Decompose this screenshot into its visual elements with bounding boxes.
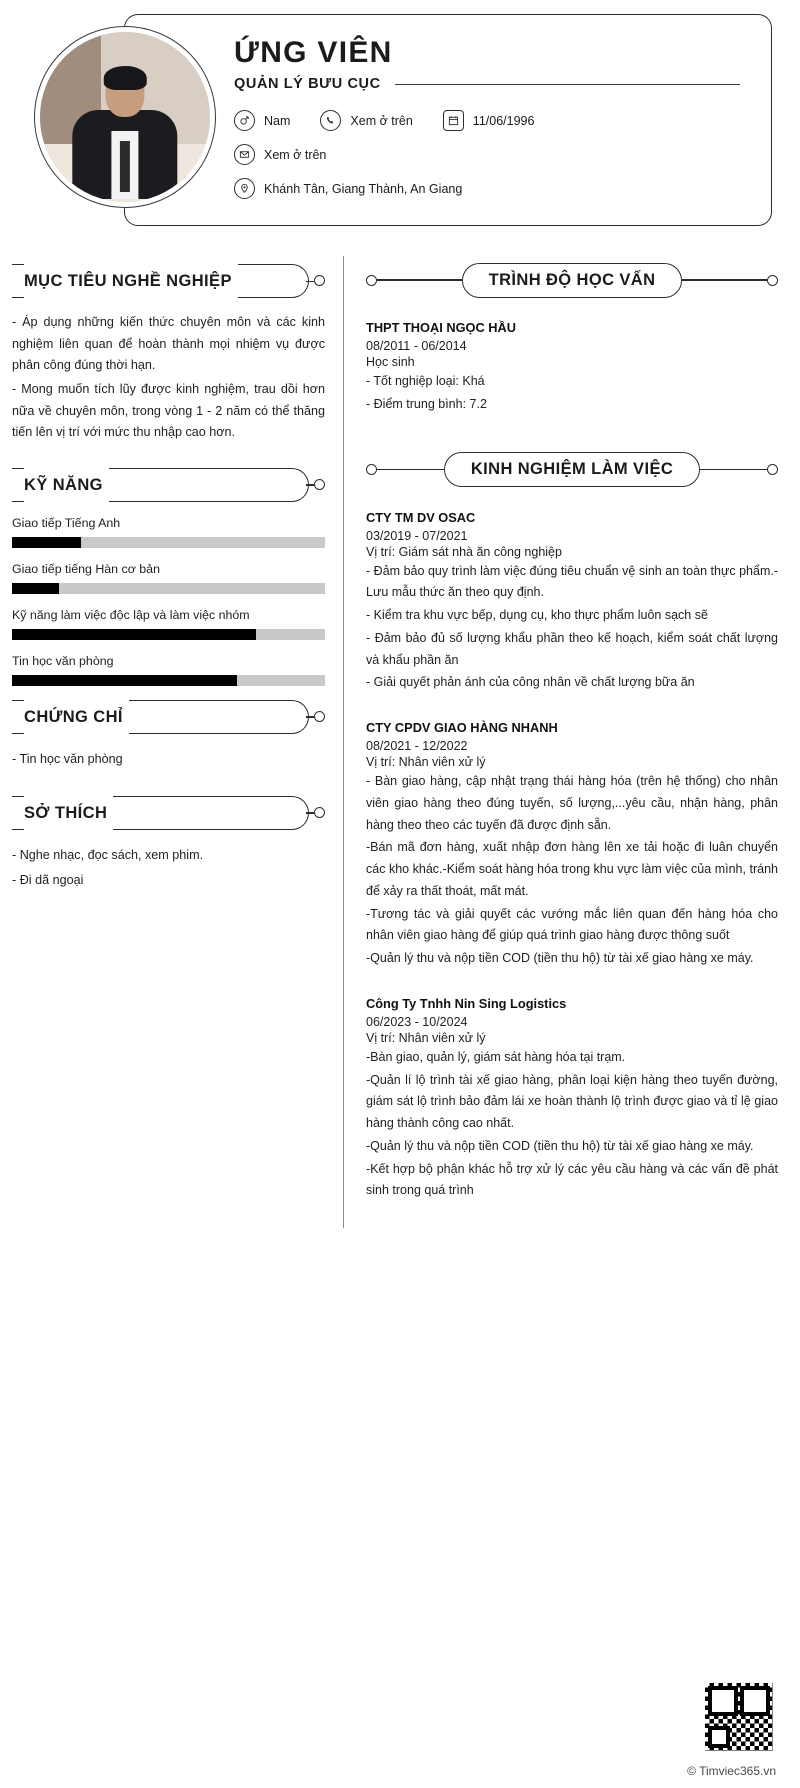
contact-info bbox=[234, 110, 754, 199]
company-date: 06/2023 - 10/2024 bbox=[366, 1014, 468, 1029]
location-icon bbox=[234, 178, 255, 199]
company-date: 08/2021 - 12/2022 bbox=[366, 739, 468, 753]
hobbies-heading: SỞ THÍCH bbox=[24, 796, 113, 830]
section-heading-objective bbox=[12, 264, 325, 298]
page-footer bbox=[0, 1668, 800, 1788]
detail-line: -Tương tác và giải quyết các vướng mắc liên quan đến hàng hóa cho nhân viên giao hàng để giúp quá trình giao hàng được thông suốt bbox=[366, 906, 778, 943]
company-role: Vị trí: Nhân viên xử lý bbox=[366, 1030, 486, 1045]
title-divider bbox=[395, 84, 740, 85]
avatar-photo bbox=[40, 32, 210, 202]
experience-entry bbox=[366, 510, 778, 695]
skill-item bbox=[12, 516, 325, 548]
resume-page bbox=[0, 14, 800, 1788]
education-heading: TRÌNH ĐỘ HỌC VẤN bbox=[462, 263, 683, 298]
contact-email-label: Xem ở trên bbox=[264, 147, 327, 162]
skills-list bbox=[12, 516, 325, 686]
contact-gender-label: Nam bbox=[264, 113, 291, 128]
company-date: 03/2019 - 07/2021 bbox=[366, 528, 468, 543]
detail-line: -Bàn giao, quản lý, giám sát hàng hóa tại trạm. bbox=[366, 1049, 626, 1064]
avatar bbox=[34, 26, 216, 208]
detail-line: -Bán mã đơn hàng, xuất nhập đơn hàng lên xe tải hoặc đi luân chuyển các kho khác.-Kiểm soát hàng hóa trong khu vực làm việc của mình, tránh để xảy ra thất thoát, mất mát. bbox=[366, 840, 778, 898]
company-details bbox=[366, 561, 778, 695]
hobbies-list bbox=[12, 844, 325, 893]
detail-line: - Bàn giao hàng, cập nhật trạng thái hàng hóa (trên hệ thống) cho nhân viên giao hàng theo đúng tuyến, số lượng,...yêu cầu, nhận hàng, phân hàng theo theo các tuyến đã được định sẵn. bbox=[366, 774, 778, 832]
objective-heading: MỤC TIÊU NGHỀ NGHIỆP bbox=[24, 264, 238, 298]
contact-birthday-label: 11/06/1996 bbox=[472, 113, 535, 128]
candidate-name: ỨNG VIÊN bbox=[234, 36, 393, 69]
contact-gender bbox=[234, 110, 290, 131]
contact-row bbox=[234, 110, 754, 131]
contact-phone-label: Xem ở trên bbox=[350, 113, 413, 128]
contact-row bbox=[234, 178, 754, 199]
detail-line: - Điểm trung bình: 7.2 bbox=[366, 396, 487, 411]
skill-bar bbox=[12, 583, 325, 594]
skill-label: Giao tiếp tiếng Hàn cơ bản bbox=[12, 561, 160, 576]
detail-line: - Đảm bảo đủ số lượng khẩu phần theo kế hoạch, kiểm soát chất lượng và khẩu phần ăn bbox=[366, 630, 778, 667]
company-name: CTY CPDV GIAO HÀNG NHANH bbox=[366, 720, 558, 735]
objective-content bbox=[12, 312, 325, 444]
school-date: 08/2011 - 06/2014 bbox=[366, 339, 467, 353]
detail-line: -Quản lí lộ trình tài xế giao hàng, phân loại kiện hàng theo tuyến đường, giám sát lộ trình bảo đảm lái xe hoàn thành lộ trình được giao và tỉ lệ giao hàng thành công cao nhất. bbox=[366, 1072, 778, 1130]
company-role: Vị trí: Giám sát nhà ăn công nghiệp bbox=[366, 544, 562, 559]
phone-icon bbox=[320, 110, 341, 131]
certificates-heading: CHỨNG CHỈ bbox=[24, 700, 129, 734]
skills-heading: KỸ NĂNG bbox=[24, 468, 109, 502]
left-column bbox=[0, 256, 344, 1228]
job-title-row bbox=[234, 76, 754, 92]
section-heading-skills bbox=[12, 468, 325, 502]
resume-header bbox=[28, 14, 772, 226]
certificate-item: - Tin học văn phòng bbox=[12, 751, 123, 766]
objective-paragraph: - Mong muốn tích lũy được kinh nghiệm, trau dồi hơn nữa về chuyên môn, trong vòng 1 - 2 năm có thể thăng tiến lên vị trí với mức thu nhập cao hơn. bbox=[12, 381, 325, 440]
hobby-item: - Đi dã ngoại bbox=[12, 872, 84, 887]
detail-line: - Tốt nghiệp loại: Khá bbox=[366, 374, 485, 388]
contact-birthday bbox=[443, 110, 535, 131]
school-details bbox=[366, 371, 778, 416]
detail-line: -Kết hợp bộ phận khác hỗ trợ xử lý các yêu cầu hàng và các vấn đề phát sinh trong quá trình bbox=[366, 1161, 778, 1198]
contact-email bbox=[234, 144, 326, 165]
contact-phone bbox=[320, 110, 412, 131]
detail-line: - Đảm bảo quy trình làm việc đúng tiêu chuẩn vệ sinh an toàn thực phẩm.- Lưu mẫu thức ăn theo quy định. bbox=[366, 563, 778, 600]
qr-code bbox=[702, 1680, 776, 1754]
section-heading-hobbies bbox=[12, 796, 325, 830]
contact-address-label: Khánh Tân, Giang Thành, An Giang bbox=[264, 181, 463, 196]
skill-bar bbox=[12, 629, 325, 640]
skill-bar bbox=[12, 675, 325, 686]
contact-row bbox=[234, 144, 754, 165]
job-title: QUẢN LÝ BƯU CỤC bbox=[234, 76, 381, 92]
skill-item bbox=[12, 654, 325, 686]
skill-bar bbox=[12, 537, 325, 548]
section-heading-education bbox=[366, 260, 778, 300]
experience-heading: KINH NGHIỆM LÀM VIỆC bbox=[444, 452, 700, 487]
section-heading-certificates bbox=[12, 700, 325, 734]
certificates-list bbox=[12, 748, 325, 772]
experience-entry bbox=[366, 996, 778, 1202]
calendar-icon bbox=[443, 110, 464, 131]
right-column bbox=[344, 256, 800, 1228]
detail-line: - Kiểm tra khu vực bếp, dụng cụ, kho thực phẩm luôn sạch sẽ bbox=[366, 608, 708, 622]
contact-address bbox=[234, 178, 462, 199]
school-role: Học sinh bbox=[366, 355, 415, 369]
hobby-item: - Nghe nhạc, đọc sách, xem phim. bbox=[12, 847, 204, 862]
company-role: Vị trí: Nhân viên xử lý bbox=[366, 755, 486, 769]
detail-line: - Giải quyết phản ánh của công nhân về chất lượng bữa ăn bbox=[366, 675, 695, 690]
objective-paragraph: - Áp dụng những kiến thức chuyên môn và các kinh nghiệm liên quan để hoàn thành mọi nhiệm vụ được phân công đúng thời hạn. bbox=[12, 315, 325, 373]
experience-entry bbox=[366, 720, 778, 970]
email-icon bbox=[234, 144, 255, 165]
education-entry bbox=[366, 320, 778, 416]
detail-line: -Quản lý thu và nộp tiền COD (tiền thu hộ) từ tài xế giao hàng xe máy. bbox=[366, 1138, 754, 1153]
skill-label: Tin học văn phòng bbox=[12, 653, 114, 668]
company-name: CTY TM DV OSAC bbox=[366, 509, 476, 525]
detail-line: -Quản lý thu và nộp tiền COD (tiền thu hộ) từ tài xế giao hàng xe máy. bbox=[366, 951, 754, 965]
company-name: Công Ty Tnhh Nin Sing Logistics bbox=[366, 995, 567, 1011]
header-content bbox=[234, 30, 754, 216]
gender-icon bbox=[234, 110, 255, 131]
school-name: THPT THOẠI NGỌC HẦU bbox=[366, 320, 517, 335]
skill-label: Giao tiếp Tiếng Anh bbox=[12, 515, 121, 530]
site-credit: © Timviec365.vn bbox=[687, 1764, 776, 1778]
skill-item bbox=[12, 608, 325, 640]
resume-body bbox=[0, 256, 800, 1228]
skill-item bbox=[12, 562, 325, 594]
company-details bbox=[366, 771, 778, 970]
skill-label: Kỹ năng làm việc độc lập và làm việc nhóm bbox=[12, 607, 250, 622]
section-heading-experience bbox=[366, 450, 778, 490]
company-details bbox=[366, 1047, 778, 1202]
